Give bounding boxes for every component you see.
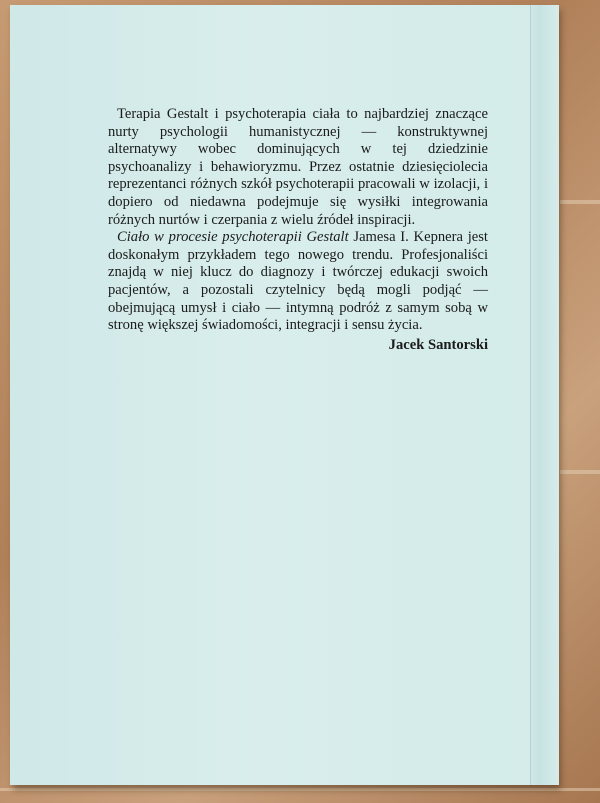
blurb-text bbox=[108, 106, 488, 354]
mortar-line bbox=[0, 788, 600, 791]
blurb-paragraph-2-rest: Jamesa I. Kepnera jest doskonałym przykładem tego nowego trendu. Profesjonaliści znajdą w niej klucz do diagnozy i twórczej edukacji swoich pacjentów, a pozostali czytelnicy będą mogli podjąć — obejmującą umysł i ciało — intymną podróż z samym sobą w stronę większej świadomości, integracji i sensu życia. bbox=[108, 229, 488, 334]
book-spine-edge bbox=[530, 5, 559, 785]
book-title-italic: Ciało w procesie psychoterapii Gestalt bbox=[117, 229, 349, 246]
author-signature: Jacek Santorski bbox=[388, 336, 488, 353]
blurb-paragraph-1: Terapia Gestalt i psychoterapia ciała to najbardziej znaczące nurty psychologii humanistycznej — konstruktywnej alternatywy wobec dominujących w tej dziedzinie psychoanalizy i behawioryzmu. Przez ostatnie dziesięciolecia reprezentanci różnych szkół psychoterapii pracowali w izolacji, i dopiero od niedawna podejmuje się wysiłki integrowania różnych nurtów i czerpania z wielu źródeł inspiracji. bbox=[108, 106, 488, 228]
mortar-line bbox=[560, 470, 600, 474]
blurb-paragraph-2 bbox=[108, 229, 488, 335]
mortar-line bbox=[560, 200, 600, 204]
